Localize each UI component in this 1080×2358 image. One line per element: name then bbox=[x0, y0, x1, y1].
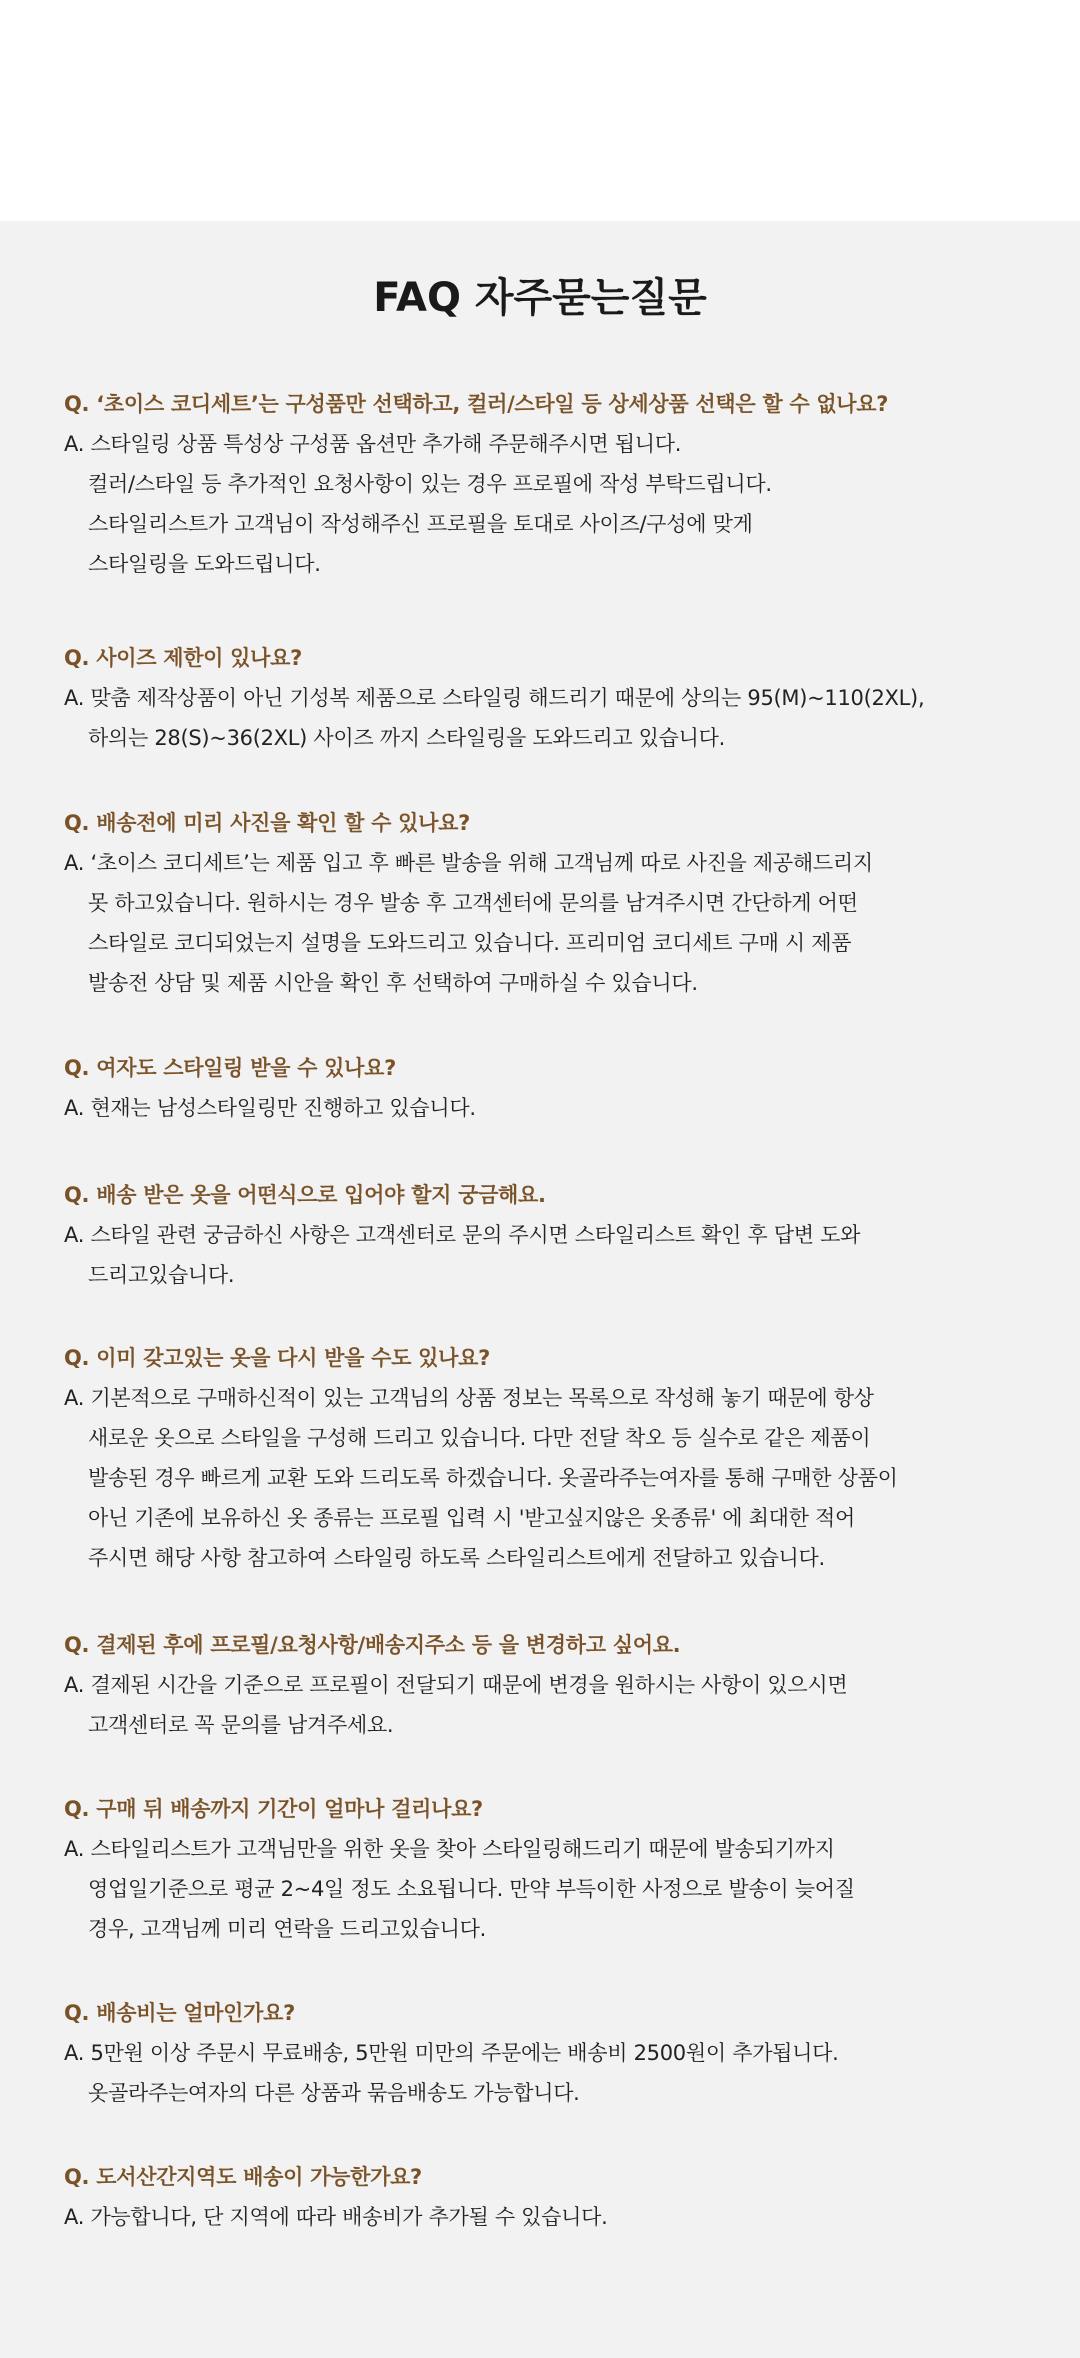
answer-line: A. 가능합니다, 단 지역에 따라 배송비가 추가될 수 있습니다. bbox=[64, 2205, 608, 2229]
faq-item bbox=[64, 1338, 1024, 1625]
faq-answer bbox=[64, 1378, 1024, 1578]
faq-answer bbox=[64, 1829, 1024, 1949]
answer-line: 스타일로 코디되었는지 설명을 도와드리고 있습니다. 프리미엄 코디세트 구매 시 제품 bbox=[88, 931, 852, 955]
answer-line: 발송된 경우 빠르게 교환 도와 드리도록 하겠습니다. 옷골라주는여자를 통해 구매한 상품이 bbox=[88, 1466, 898, 1490]
page-title: FAQ 자주묻는질문 bbox=[373, 275, 707, 321]
faq-question: Q. 배송비는 얼마인가요? bbox=[64, 2001, 296, 2025]
faq-question: Q. 배송전에 미리 사진을 확인 할 수 있나요? bbox=[64, 811, 470, 835]
answer-line: 경우, 고객님께 미리 연락을 드리고있습니다. bbox=[88, 1917, 486, 1941]
faq-question: Q. 여자도 스타일링 받을 수 있나요? bbox=[64, 1056, 396, 1080]
faq-item bbox=[64, 1789, 1024, 1993]
faq-answer bbox=[64, 1665, 1024, 1745]
faq-question: Q. 결제된 후에 프로필/요청사항/배송지주소 등 을 변경하고 싶어요. bbox=[64, 1633, 681, 1657]
faq-answer bbox=[64, 2197, 1024, 2237]
faq-answer bbox=[64, 1088, 1024, 1128]
faq-item bbox=[64, 2157, 1024, 2237]
faq-item bbox=[64, 1175, 1024, 1338]
faq-question: Q. ‘초이스 코디세트’는 구성품만 선택하고, 컬러/스타일 등 상세상품 선택은 할 수 없나요? bbox=[64, 392, 889, 416]
faq-answer bbox=[64, 1215, 1024, 1295]
answer-line: 하의는 28(S)~36(2XL) 사이즈 까지 스타일링을 도와드리고 있습니다. bbox=[88, 726, 726, 750]
faq-item bbox=[64, 638, 1024, 803]
answer-line: A. 맞춤 제작상품이 아닌 기성복 제품으로 스타일링 해드리기 때문에 상의는 95(M)~110(2XL), bbox=[64, 686, 925, 710]
answer-line: 드리고있습니다. bbox=[88, 1263, 235, 1287]
answer-line: 컬러/스타일 등 추가적인 요청사항이 있는 경우 프로필에 작성 부탁드립니다. bbox=[88, 472, 772, 496]
faq-list bbox=[64, 384, 1024, 2237]
answer-line: A. 결제된 시간을 기준으로 프로필이 전달되기 때문에 변경을 원하시는 사항이 있으시면 bbox=[64, 1673, 848, 1697]
faq-item bbox=[64, 803, 1024, 1048]
answer-line: 스타일링을 도와드립니다. bbox=[88, 552, 321, 576]
faq-answer bbox=[64, 678, 1024, 758]
faq-answer bbox=[64, 424, 1024, 584]
faq-question: Q. 구매 뒤 배송까지 기간이 얼마나 걸리나요? bbox=[64, 1797, 483, 1821]
answer-line: 새로운 옷으로 스타일을 구성해 드리고 있습니다. 다만 전달 착오 등 실수로 같은 제품이 bbox=[88, 1426, 871, 1450]
answer-line: A. 현재는 남성스타일링만 진행하고 있습니다. bbox=[64, 1096, 476, 1120]
faq-item bbox=[64, 1993, 1024, 2157]
answer-line: A. 5만원 이상 주문시 무료배송, 5만원 미만의 주문에는 배송비 2500원이 추가됩니다. bbox=[64, 2041, 839, 2065]
faq-answer bbox=[64, 2033, 1024, 2113]
answer-line: A. 스타일리스트가 고객님만을 위한 옷을 찾아 스타일링해드리기 때문에 발송되기까지 bbox=[64, 1837, 835, 1861]
answer-line: A. 기본적으로 구매하신적이 있는 고객님의 상품 정보는 목록으로 작성해 놓기 때문에 항상 bbox=[64, 1386, 874, 1410]
answer-line: 고객센터로 꼭 문의를 남겨주세요. bbox=[88, 1713, 394, 1737]
answer-line: 영업일기준으로 평균 2~4일 정도 소요됩니다. 만약 부득이한 사정으로 발송이 늦어질 bbox=[88, 1877, 855, 1901]
answer-line: 발송전 상담 및 제품 시안을 확인 후 선택하여 구매하실 수 있습니다. bbox=[88, 971, 698, 995]
faq-question: Q. 사이즈 제한이 있나요? bbox=[64, 646, 303, 670]
answer-line: 옷골라주는여자의 다른 상품과 묶음배송도 가능합니다. bbox=[88, 2081, 580, 2105]
answer-line: 주시면 해당 사항 참고하여 스타일링 하도록 스타일리스트에게 전달하고 있습니다. bbox=[88, 1546, 825, 1570]
answer-line: A. 스타일링 상품 특성상 구성품 옵션만 추가해 주문해주시면 됩니다. bbox=[64, 432, 682, 456]
faq-item bbox=[64, 384, 1024, 638]
answer-line: A. 스타일 관련 궁금하신 사항은 고객센터로 문의 주시면 스타일리스트 확인 후 답변 도와 bbox=[64, 1223, 861, 1247]
answer-line: A. ‘초이스 코디세트’는 제품 입고 후 빠른 발송을 위해 고객님께 따로 사진을 제공해드리지 bbox=[64, 851, 873, 875]
answer-line: 스타일리스트가 고객님이 작성해주신 프로필을 토대로 사이즈/구성에 맞게 bbox=[88, 512, 753, 536]
faq-question: Q. 도서산간지역도 배송이 가능한가요? bbox=[64, 2165, 422, 2189]
answer-line: 아닌 기존에 보유하신 옷 종류는 프로필 입력 시 '받고싶지않은 옷종류' 에 최대한 적어 bbox=[88, 1506, 855, 1530]
faq-item bbox=[64, 1048, 1024, 1175]
answer-line: 못 하고있습니다. 원하시는 경우 발송 후 고객센터에 문의를 남겨주시면 간단하게 어떤 bbox=[88, 891, 858, 915]
faq-question: Q. 배송 받은 옷을 어떤식으로 입어야 할지 궁금해요. bbox=[64, 1183, 546, 1207]
faq-answer bbox=[64, 843, 1024, 1003]
faq-item bbox=[64, 1625, 1024, 1789]
faq-question: Q. 이미 갖고있는 옷을 다시 받을 수도 있나요? bbox=[64, 1346, 490, 1370]
